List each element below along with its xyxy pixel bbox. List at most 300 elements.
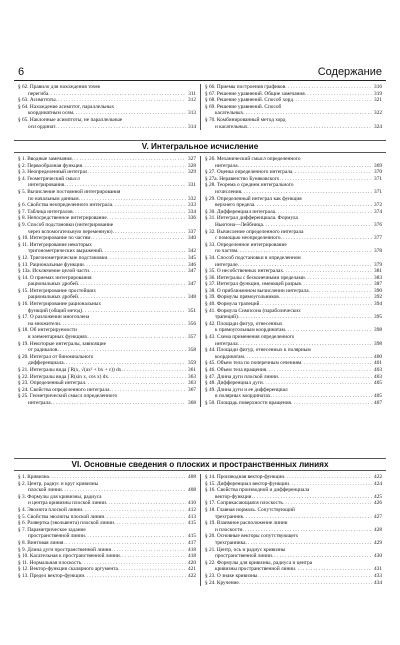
toc-entry-title: § 67. Решение уравнений. Общие замечания	[205, 90, 305, 97]
page-ref: 351	[188, 307, 196, 314]
dot-leader	[243, 514, 372, 521]
toc-entry-title: § 44. Площади фигур, отнесенных к полярным	[205, 347, 311, 354]
dot-leader	[247, 124, 372, 131]
toc-entry	[205, 474, 382, 481]
page-ref: 398	[374, 327, 382, 334]
toc-entry-title: § 25. Геометрический смысл определенного	[18, 393, 118, 400]
page-ref: 394	[374, 301, 382, 308]
toc-entry	[18, 209, 196, 216]
toc-entry-title: § 24. Кручение	[205, 579, 239, 586]
running-header	[14, 64, 386, 80]
dot-leader	[238, 314, 372, 321]
toc-entry	[205, 380, 382, 387]
page-ref: 376	[374, 221, 382, 228]
toc-entry-title: § 45. Объем тела по поперечным сечениям	[205, 360, 302, 367]
toc-entry	[205, 301, 382, 308]
toc-entry-title: § 15. Интегрирование простейших	[18, 287, 96, 294]
toc-entry-title: § 22. Формулы для кривизны, радиуса и центра	[205, 559, 313, 566]
toc-entry-title: § 27. Оценка определенного интеграла	[205, 169, 293, 176]
toc-entry-title: § 17. Соприкасающаяся плоскость	[205, 500, 283, 507]
page-ref: 415	[188, 533, 196, 540]
toc-entry-continuation	[18, 533, 196, 540]
toc-entry-continuation	[18, 248, 196, 255]
dot-leader	[57, 347, 186, 354]
dot-leader	[279, 176, 372, 183]
toc-entry	[205, 367, 382, 374]
toc-entry-title: § 62. Правило для нахождения точек	[18, 84, 101, 90]
page-ref: 324	[374, 123, 382, 130]
toc-entry	[205, 573, 382, 580]
toc-entry	[18, 341, 196, 348]
toc-entry-title: § 46. Объем тела вращения	[205, 367, 267, 373]
dot-leader	[64, 182, 186, 189]
toc-entry	[205, 500, 382, 507]
page-ref: 427	[374, 513, 382, 520]
toc-entry-continuation	[205, 494, 382, 501]
page-ref: 383	[374, 274, 382, 281]
page-ref: 407	[374, 399, 382, 406]
toc-entry-continuation	[205, 189, 382, 196]
toc-column-left	[14, 84, 200, 130]
dot-leader	[85, 533, 186, 540]
toc-entry-continuation	[18, 487, 196, 494]
toc-entry-title: § 15. Дифференциал вектор-функции	[205, 480, 289, 487]
toc-entry-title-cont: интеграла	[28, 399, 51, 406]
toc-entry-title: § 50. Площадь поверхности вращения	[205, 399, 291, 406]
toc-entry-title-cont: трапеций)	[215, 314, 238, 321]
page-ref: 433	[374, 572, 382, 579]
toc-entry-continuation	[205, 514, 382, 521]
toc-entry-title: § 2. Центр, радиус и круг кривизны	[18, 480, 99, 487]
toc-entry	[205, 156, 382, 163]
dot-leader	[263, 380, 372, 387]
toc-entry-continuation	[205, 235, 382, 242]
toc-entry	[18, 235, 196, 242]
dot-leader	[87, 334, 186, 341]
toc-entry	[18, 268, 196, 275]
toc-entry	[18, 104, 196, 111]
page-ref: 422	[374, 474, 382, 480]
page-ref: 334	[188, 208, 196, 215]
toc-entry-title: § 19. Некоторые интегралы, зависящие	[18, 340, 106, 347]
page-ref: 371	[374, 188, 382, 195]
toc-block-section-6	[14, 474, 386, 586]
page-ref: 333	[188, 202, 196, 209]
toc-entry-title: § 31. Интеграл дифференциала. Формула	[205, 215, 298, 222]
dot-leader	[87, 169, 186, 176]
toc-entry	[205, 288, 382, 295]
toc-entry-continuation	[205, 354, 382, 361]
toc-entry-continuation	[205, 540, 382, 547]
dot-leader	[270, 393, 372, 400]
page-ref: 387	[374, 281, 382, 288]
page-ref: 348	[188, 294, 196, 301]
toc-entry	[18, 573, 196, 580]
toc-entry-title: § 1. Вводные замечания	[18, 156, 72, 162]
toc-entry-title: § 1. Кривизна	[18, 474, 49, 480]
toc-entry	[18, 560, 196, 567]
page-ref: 415	[188, 520, 196, 527]
toc-entry-title: § 17. О разложении многочлена	[18, 314, 90, 321]
page-ref: 405	[374, 393, 382, 400]
toc-entry	[18, 507, 196, 514]
dot-leader	[305, 275, 372, 282]
toc-entry	[18, 474, 196, 481]
toc-entry	[205, 321, 382, 328]
page-ref: 401	[374, 360, 382, 367]
toc-entry-title-cont: и касательных	[215, 123, 248, 130]
dot-leader	[51, 400, 186, 407]
toc-entry	[18, 84, 196, 91]
page-ref: 408	[188, 474, 196, 480]
toc-entry-title: § 64. Нахождение асимптот, параллельных	[18, 103, 115, 110]
toc-entry-title-cont: через вспомогательную переменную)	[28, 228, 113, 235]
page-ref: 408	[188, 487, 196, 494]
dot-leader	[289, 481, 372, 488]
toc-entry	[18, 380, 196, 387]
dot-leader	[238, 262, 372, 269]
page-ref: 429	[374, 539, 382, 546]
toc-entry-title-cont: рациональных дробей	[28, 281, 78, 288]
toc-entry-title: § 7. Таблица интегралов	[18, 208, 73, 215]
toc-entry-continuation	[18, 229, 196, 236]
toc-entry	[205, 487, 382, 494]
page-ref: 311	[188, 90, 196, 97]
toc-entry-title-cont: с помощью неопределенного	[215, 235, 281, 242]
dot-leader	[120, 553, 186, 560]
dot-leader	[259, 301, 372, 308]
toc-entry	[205, 268, 382, 275]
toc-entry-title: § 24. Свойства определенного интеграла	[18, 386, 110, 393]
toc-entry	[18, 547, 196, 554]
toc-entry	[205, 580, 382, 587]
page-ref: 321	[374, 97, 382, 104]
page-ref: 313	[188, 110, 196, 117]
page-ref: 371	[374, 175, 382, 182]
toc-entry	[18, 374, 196, 381]
page-ref: 368	[188, 399, 196, 406]
toc-entry	[205, 169, 382, 176]
dot-leader	[73, 209, 186, 216]
toc-entry-title: § 32. Вычисление определенного интеграла	[205, 228, 304, 235]
toc-entry-title: § 7. Параметрическое задание	[18, 526, 86, 533]
toc-entry	[18, 540, 196, 547]
page-ref: 405	[374, 380, 382, 387]
toc-entry-title: § 20. Интеграл от биномиального	[18, 353, 94, 360]
toc-entry-title-cont: функций (общий метод)	[28, 307, 83, 314]
page-ref: 395	[374, 314, 382, 321]
dot-leader	[305, 91, 372, 98]
page-ref: 417	[188, 539, 196, 546]
toc-entry	[205, 91, 382, 98]
dot-leader	[284, 474, 372, 481]
toc-entry-continuation	[18, 321, 196, 328]
toc-entry-title: § 18. Главная нормаль. Сопутствующий	[205, 506, 295, 513]
dot-leader	[84, 573, 186, 580]
toc-entry-title-cont: пространственной линии	[215, 553, 272, 560]
dot-leader	[107, 215, 186, 222]
dot-leader	[79, 196, 186, 203]
page-ref: 392	[374, 294, 382, 301]
dot-leader	[82, 308, 186, 315]
page-ref: 379	[374, 261, 382, 268]
toc-entry-title-cont: по начальным данным	[28, 195, 79, 202]
page-ref: 347	[188, 268, 196, 275]
page-ref: 418	[188, 546, 196, 553]
toc-entry	[205, 481, 382, 488]
toc-entry-title-cont: Ньютона—Лейбница	[215, 221, 263, 228]
toc-entry-title: § 40. Формула трапеций	[205, 301, 260, 308]
toc-entry-continuation	[18, 196, 196, 203]
toc-entry-title: § 39. Формулы прямоугольников	[205, 294, 279, 301]
toc-entry	[205, 84, 382, 91]
dot-leader	[295, 566, 372, 573]
page-ref: 374	[374, 208, 382, 215]
page-ref: 369	[374, 162, 382, 169]
dot-leader	[309, 288, 373, 295]
dot-leader	[114, 520, 186, 527]
toc-entry-title-cont: трехгранник	[215, 513, 244, 520]
dot-leader	[121, 367, 186, 374]
toc-entry	[205, 533, 382, 540]
toc-entry	[205, 334, 382, 341]
toc-entry-continuation	[18, 91, 196, 98]
toc-entry-continuation	[18, 124, 196, 131]
dot-leader	[81, 560, 186, 567]
toc-entry	[205, 209, 382, 216]
dot-leader	[62, 487, 186, 494]
page-ref: 381	[374, 268, 382, 275]
page-ref: 312	[188, 97, 196, 104]
toc-entry-continuation	[205, 124, 382, 131]
toc-entry-continuation	[18, 110, 196, 117]
page-ref: 336	[188, 215, 196, 222]
page-ref: 337	[188, 228, 196, 235]
toc-entry-title-cont: исчисления	[215, 188, 242, 195]
dot-leader	[238, 163, 372, 170]
dot-leader	[64, 360, 186, 367]
toc-entry	[205, 387, 382, 394]
toc-entry-continuation	[18, 347, 196, 354]
page-ref: 328	[188, 162, 196, 169]
toc-entry-title: § 48. Дифференциал дуги	[205, 380, 263, 387]
toc-entry-title: § 2. Первообразная функция	[18, 162, 83, 169]
toc-entry-continuation	[205, 341, 382, 348]
toc-entry	[18, 163, 196, 170]
dot-leader	[102, 248, 186, 255]
page-ref: 398	[374, 340, 382, 347]
dot-leader	[106, 500, 186, 507]
dot-leader	[257, 573, 372, 580]
toc-entry	[205, 176, 382, 183]
dot-leader	[78, 294, 186, 301]
toc-entry-title-cont: интеграла	[215, 162, 238, 169]
page-ref: 357	[188, 334, 196, 341]
page-ref: 424	[374, 480, 382, 487]
toc-entry-title: § 14. О приемах интегрирования	[18, 274, 92, 281]
toc-entry	[205, 374, 382, 381]
toc-entry-continuation	[205, 163, 382, 170]
toc-entry-title-cont: пространственной линии	[28, 533, 85, 540]
dot-leader	[254, 202, 372, 209]
toc-entry-title-cont: интегрирования	[28, 182, 65, 189]
toc-entry-title: § 37. Интеграл функции, имеющей разрыв	[205, 281, 301, 288]
toc-entry	[18, 222, 196, 229]
dot-leader	[239, 580, 372, 587]
dot-leader	[243, 110, 372, 117]
dot-leader	[263, 222, 372, 229]
toc-entry-title: § 43. Схема применения определенного	[205, 334, 295, 341]
toc-entry	[205, 215, 382, 222]
toc-entry-title: § 12. Тригонометрические подстановки	[18, 254, 108, 261]
toc-entry-title: § 16. Свойства производной и дифференциала	[205, 487, 310, 494]
dot-leader	[272, 553, 372, 560]
toc-entry-title-cont: координатным осям	[28, 110, 74, 117]
page-ref: 346	[188, 261, 196, 268]
toc-entry-title: § 14. Производная вектор-функции	[205, 474, 285, 480]
page-ref: 340	[188, 235, 196, 242]
dot-leader	[111, 547, 186, 554]
toc-entry	[18, 176, 196, 183]
dot-leader	[283, 500, 372, 507]
toc-entry-continuation	[18, 334, 196, 341]
toc-entry-continuation	[205, 553, 382, 560]
toc-entry	[205, 281, 382, 288]
toc-entry-title: § 27а. Неравенство Буняковского	[205, 175, 280, 182]
toc-entry	[18, 169, 196, 176]
dot-leader	[84, 262, 186, 269]
page-ref: 421	[188, 566, 196, 573]
dot-leader	[107, 255, 186, 262]
page-ref: 400	[374, 353, 382, 360]
dot-leader	[292, 169, 372, 176]
toc-entry-title: § 9. Способ подстановки (интегрирование	[18, 221, 114, 228]
toc-entry-title-cont: верхнего предела	[215, 202, 255, 209]
page-ref: 431	[374, 566, 382, 573]
page-ref: 329	[188, 169, 196, 176]
toc-entry-title-cont: по частям	[215, 248, 238, 255]
toc-entry-title: § 23. О знаке кривизны	[205, 572, 258, 579]
toc-entry	[205, 255, 382, 262]
toc-entry-continuation	[205, 202, 382, 209]
page-ref: 345	[188, 254, 196, 261]
page-ref: 314	[188, 123, 196, 130]
dot-leader	[291, 400, 372, 407]
toc-entry-title: § 34. Способ подстановки в определенном	[205, 254, 301, 261]
toc-entry	[205, 117, 382, 124]
page-ref: 363	[188, 380, 196, 387]
toc-entry	[205, 97, 382, 104]
page-ref: 370	[374, 169, 382, 176]
toc-entry	[18, 202, 196, 209]
page-ref: 316	[374, 84, 382, 90]
dot-leader	[89, 268, 186, 275]
toc-entry-title: § 13а. Исключение целой части	[18, 268, 89, 275]
toc-entry	[18, 566, 196, 573]
toc-entry-title-cont: плоской линии	[28, 487, 62, 494]
dot-leader	[280, 235, 372, 242]
page-ref: 428	[374, 526, 382, 533]
toc-entry-title-cont: тригонометрических выражений	[28, 248, 102, 255]
toc-entry-title: § 9. Длина дуги пространственной линии	[18, 546, 112, 553]
toc-entry-title-cont: от радикалов	[28, 347, 58, 354]
page-ref: 322	[374, 110, 382, 117]
toc-entry-title-cont: кривизны пространственной линии	[215, 566, 295, 573]
page-ref: 412	[188, 506, 196, 513]
toc-entry-title-cont: касательных	[215, 110, 244, 117]
toc-entry-title: § 3. Формулы для кривизны, радиуса	[18, 493, 102, 500]
toc-entry	[205, 294, 382, 301]
toc-entry	[205, 104, 382, 111]
toc-entry-title: § 41. Формула Симпсона (параболических	[205, 307, 301, 314]
toc-entry	[18, 520, 196, 527]
toc-entry	[18, 393, 196, 400]
toc-entry-title: § 42. Площади фигур, отнесенных	[205, 320, 283, 327]
page-ref: 425	[374, 493, 382, 500]
toc-entry	[205, 229, 382, 236]
toc-column-right	[200, 156, 386, 407]
running-title: Содержание	[317, 66, 382, 78]
toc-entry-title: § 11. Интегрирование некоторых	[18, 241, 92, 248]
toc-entry-title-cont: и центра кривизны плоской линии	[28, 500, 106, 507]
toc-entry-title: § 23. Определенный интеграл	[18, 380, 86, 387]
page-ref: 434	[374, 579, 382, 586]
toc-entry-title: § 12. Вектор-функция скалярного аргумента	[18, 566, 118, 573]
toc-column-left	[14, 156, 200, 407]
dot-leader	[285, 327, 372, 334]
page-ref: 361	[188, 367, 196, 373]
dot-leader	[49, 474, 186, 481]
toc-entry-title-cont: в элементарных функциях	[28, 334, 88, 341]
page-number: 6	[18, 66, 25, 78]
dot-leader	[242, 527, 372, 534]
dot-leader	[72, 156, 186, 163]
toc-entry	[205, 520, 382, 527]
toc-entry-title: § 6. Свойства неопределенного интеграла	[18, 202, 113, 209]
toc-entry-title: § 28. Теорема о среднем интегрального	[205, 182, 294, 189]
page-ref: 430	[374, 553, 382, 560]
toc-entry	[18, 367, 196, 374]
dot-leader	[60, 321, 186, 328]
toc-entry-title: § 19. Взаимное расположение линии	[205, 520, 288, 527]
dot-leader	[293, 97, 372, 104]
toc-block-continued	[14, 84, 386, 130]
dot-leader	[266, 367, 372, 374]
toc-entry-continuation	[18, 294, 196, 301]
page-ref: 420	[188, 559, 196, 566]
toc-entry-title-cont: дифференциала	[28, 360, 64, 367]
dot-leader	[108, 374, 186, 381]
page-ref: 363	[188, 373, 196, 380]
toc-column-left	[14, 474, 200, 586]
page-ref: 331	[188, 182, 196, 189]
toc-entry-title-cont: трехгранника	[215, 539, 246, 546]
toc-entry	[18, 301, 196, 308]
toc-entry-title: § 4. Эволюта плоской линии	[18, 506, 83, 513]
page-ref: 372	[374, 202, 382, 209]
toc-entry-title: § 21. Центр, ось и радиус кривизны	[205, 546, 286, 553]
dot-leader	[241, 189, 372, 196]
dot-leader	[279, 294, 372, 301]
dot-leader	[301, 360, 372, 367]
dot-leader	[118, 566, 186, 573]
toc-entry	[18, 314, 196, 321]
toc-entry-title: § 66. Приемы построения графиков	[205, 84, 286, 90]
page-ref: 358	[188, 347, 196, 354]
toc-entry-title-cont: на множители	[28, 320, 60, 327]
toc-entry-title: § 16. Интегрирование рациональных	[18, 301, 101, 308]
toc-column-right	[200, 474, 386, 586]
